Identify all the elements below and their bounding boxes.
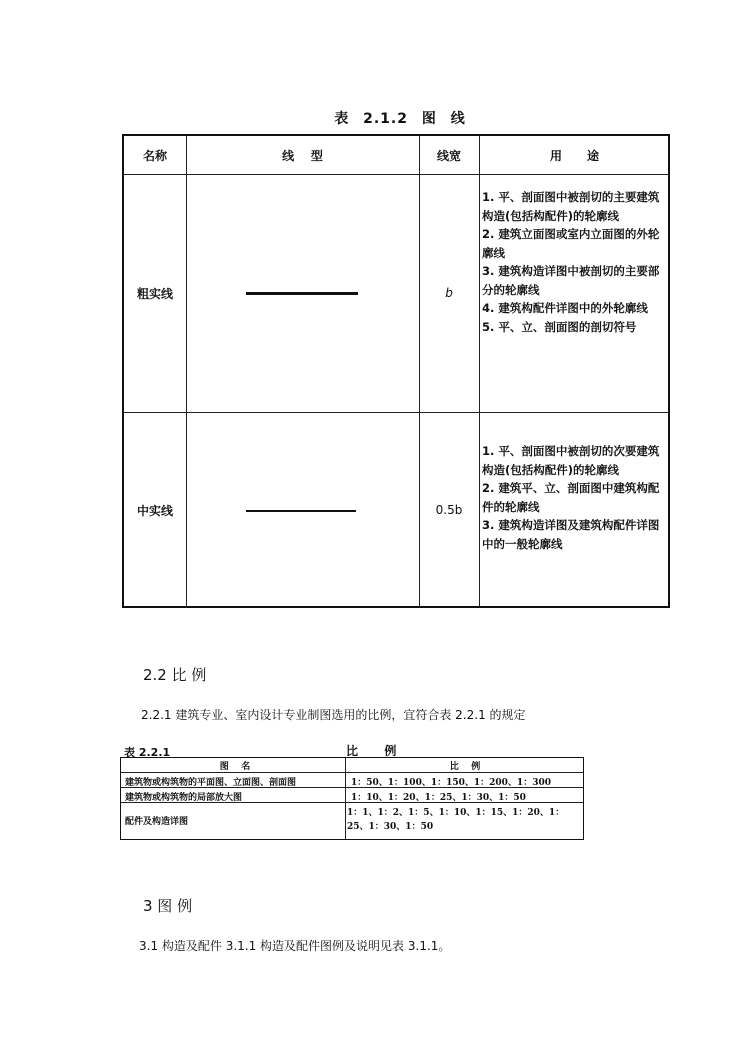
scale-values: 1：50、1：100、1：150、1：200、1：300: [351, 778, 551, 788]
usage-item: 2. 建筑立面图或室内立面图的外轮廓线: [482, 227, 660, 260]
row-medium-usage: [482, 442, 668, 553]
table-2-2-1-caption: 表 2.2.1: [124, 746, 171, 759]
table-2-2-1-title: 比 例: [346, 744, 399, 758]
section-2-2-paragraph: 2.2.1 建筑专业、室内设计专业制图选用的比例，宜符合表 2.2.1 的规定: [141, 708, 526, 722]
usage-item: 3. 建筑构造详图及建筑构配件详图中的一般轮廓线: [482, 518, 660, 551]
drawing-name: 建筑物或构筑物的局部放大图: [125, 793, 243, 803]
scale-values: 1：1、1：2、1：5、1：10、1：15、1：20、1：25、1：30、1：50: [347, 808, 565, 832]
table-2-2-1: [120, 757, 584, 840]
section-3-paragraph: 3.1 构造及配件 3.1.1 构造及配件图例及说明见表 3.1.1。: [139, 939, 451, 953]
table-divider: [121, 772, 583, 773]
table-header-row: [121, 759, 583, 772]
table-divider: [186, 136, 187, 606]
usage-item: 3. 建筑构造详图中被剖切的主要部分的轮廓线: [482, 264, 660, 297]
table-divider: [124, 412, 668, 413]
scale-values: 1：10、1：20、1：25、1：30、1：50: [351, 793, 526, 803]
section-2-2-heading: 2.2 比 例: [143, 666, 207, 684]
thick-line-sample: [246, 292, 358, 295]
usage-item: 4. 建筑构配件详图中的外轮廓线: [482, 301, 648, 315]
header-type: 线 型: [282, 148, 323, 163]
header-drawing: 图 名: [219, 762, 251, 772]
header-scale: 比 例: [449, 762, 481, 772]
usage-item: 1. 平、剖面图中被剖切的次要建筑构造(包括构配件)的轮廓线: [482, 444, 660, 477]
row-thick-width: b: [445, 286, 453, 300]
table-2-1-2-caption: 表 2.1.2 图 线: [334, 111, 466, 127]
table-divider: [479, 136, 480, 606]
row-thick-usage: [482, 188, 668, 336]
header-usage: 用 途: [549, 148, 600, 163]
header-name: 名称: [142, 148, 167, 163]
header-width: 线宽: [436, 148, 461, 163]
table-2-1-2: [122, 134, 670, 608]
drawing-name: 配件及构造详图: [125, 817, 189, 827]
table-divider: [124, 174, 668, 175]
row-medium-width: 0.5b: [435, 503, 463, 517]
section-3-heading: 3 图 例: [143, 897, 193, 915]
medium-line-sample: [246, 510, 356, 512]
drawing-name: 建筑物或构筑物的平面图、立面图、剖面图: [125, 778, 297, 788]
usage-item: 2. 建筑平、立、剖面图中建筑构配件的轮廓线: [482, 481, 660, 514]
row-medium-name: 中实线: [136, 503, 173, 518]
usage-item: 1. 平、剖面图中被剖切的主要建筑构造(包括构配件)的轮廓线: [482, 190, 660, 223]
row-thick-name: 粗实线: [136, 286, 173, 301]
usage-item: 5. 平、立、剖面图的剖切符号: [482, 319, 637, 334]
